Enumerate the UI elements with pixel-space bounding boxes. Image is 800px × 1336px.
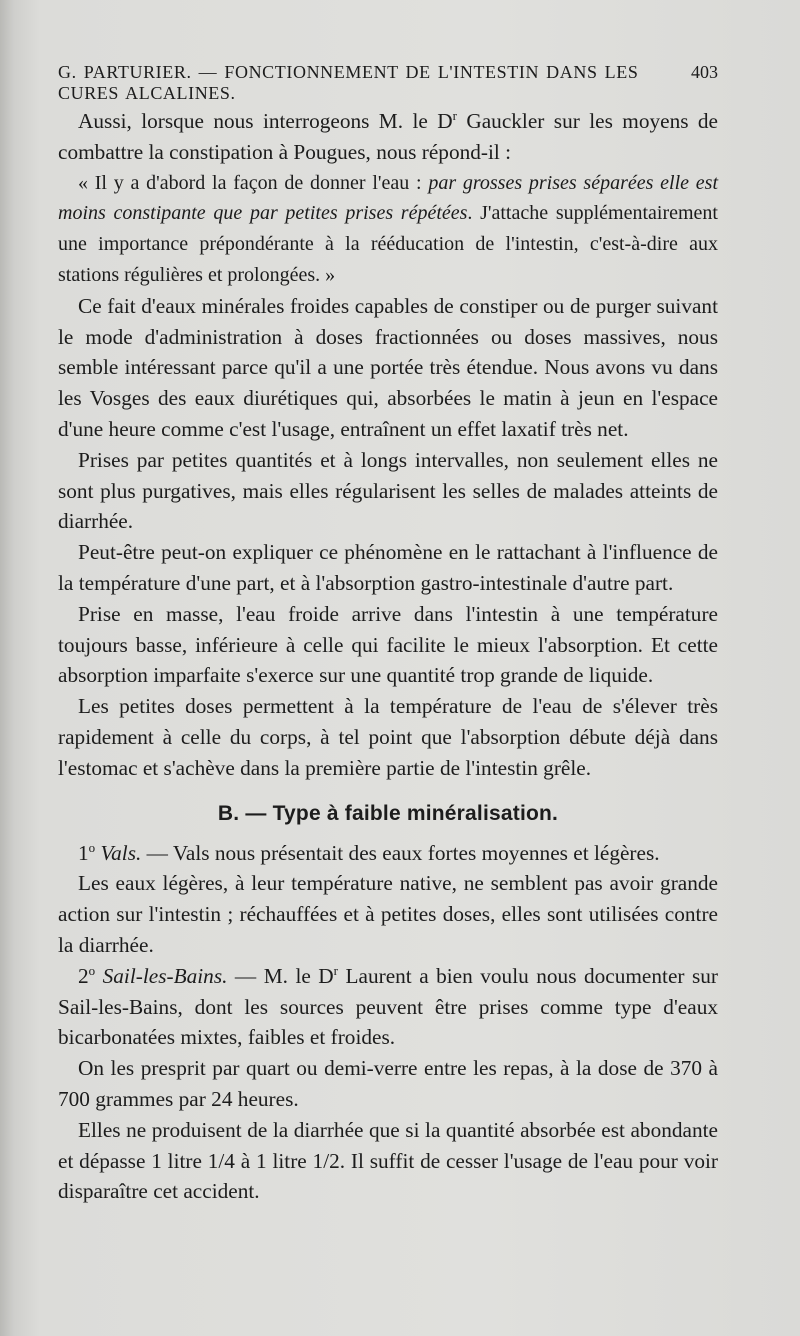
- paragraph-3: Prises par petites quantités et à longs intervalles, non seulement elles ne sont plus purgatives, mais elles régularisent les selles de malades atteints de diarrhée.: [58, 447, 718, 534]
- paragraph-9: [58, 961, 718, 1053]
- running-head: [58, 62, 718, 104]
- paragraph-1-text: Aussi, lorsque nous interrogeons M. le D: [78, 109, 453, 133]
- superscript: o: [88, 962, 96, 978]
- superscript: r: [452, 107, 457, 123]
- item-title: Sail-les-Bains.: [95, 963, 228, 988]
- paragraph-7: [58, 838, 718, 869]
- quotation: [58, 168, 718, 291]
- paragraph-2: Ce fait d'eaux minérales froides capables de constiper ou de purger suivant le mode d'administration à doses fractionnées ou doses massives, nous semble intéressant parce qu'il a une portée très étendue. Nous avons vu dans les Vosges des eaux diurétiques qui, absorbées le matin à jeun en l'espace d'une heure comme c'est l'usage, entraînent un effet laxatif très net.: [58, 293, 718, 441]
- paragraph-9-text-cont: Laurent a bien voulu nous documenter sur Sail-les-Bains, dont les sources peuvent être prises comme type d'eaux bicarbonatées mixtes, faibles et froides.: [58, 963, 718, 1050]
- superscript: r: [333, 962, 339, 978]
- item-title: Vals.: [95, 840, 142, 865]
- paragraph-9-text: — M. le D: [227, 963, 334, 988]
- paragraph-1-text-cont: Gauckler sur les moyens de combattre la constipation à Pougues, nous répond-il :: [58, 109, 719, 164]
- paragraph-10: On les presprit par quart ou demi-verre entre les repas, à la dose de 370 à 700 grammes par 24 heures.: [58, 1056, 718, 1111]
- paragraph-1: [58, 106, 718, 168]
- superscript: o: [88, 839, 96, 855]
- paragraph-5: Prise en masse, l'eau froide arrive dans l'intestin à une température toujours basse, inférieure à celle qui facilite le mieux l'absorption. Et cette absorption imparfaite s'exerce sur une quantité trop grande de liquide.: [58, 601, 718, 688]
- page-number: 403: [691, 62, 718, 82]
- paragraph-11: Elles ne produisent de la diarrhée que si la quantité absorbée est abondante et dépasse 1 litre 1/4 à 1 litre 1/2. Il suffit de cesser l'usage de l'eau pour voir disparaître cet accident.: [58, 1117, 718, 1204]
- paragraph-4: Peut-être peut-on expliquer ce phénomène en le rattachant à l'influence de la température d'une part, et à l'absorption gastro-intestinale d'autre part.: [58, 540, 718, 595]
- quote-close: . J'attache supplémentairement une importance prépondérante à la rééducation de l'intestin, c'est-à-dire aux stations régulières et prolongées. »: [58, 202, 718, 286]
- paragraph-7-text: — Vals nous présentait des eaux fortes moyennes et légères.: [141, 840, 660, 865]
- quote-italic: par grosses prises séparées elle est moins constipante que par petites prises répétées: [58, 171, 718, 225]
- paragraph-6: Les petites doses permettent à la température de l'eau de s'élever très rapidement à celle du corps, à tel point que l'absorption débute déjà dans l'estomac et s'achève dans la première partie de l'intestin grêle.: [58, 694, 718, 780]
- paragraph-8: Les eaux légères, à leur température native, ne semblent pas avoir grande action sur l'intestin ; réchauffées et à petites doses, elles sont utilisées contre la diarrhée.: [58, 871, 718, 957]
- item-number: 2: [78, 963, 89, 988]
- section-heading: B. — Type à faible minéralisation.: [217, 801, 559, 825]
- quote-open: « Il y a d'abord la façon de donner l'eau :: [78, 171, 429, 194]
- running-head-title: G. PARTURIER. — FONCTIONNEMENT DE L'INTESTIN DANS LES CURES ALCALINES.: [58, 62, 639, 103]
- page-content: [58, 62, 718, 1207]
- item-number: 1: [78, 840, 89, 865]
